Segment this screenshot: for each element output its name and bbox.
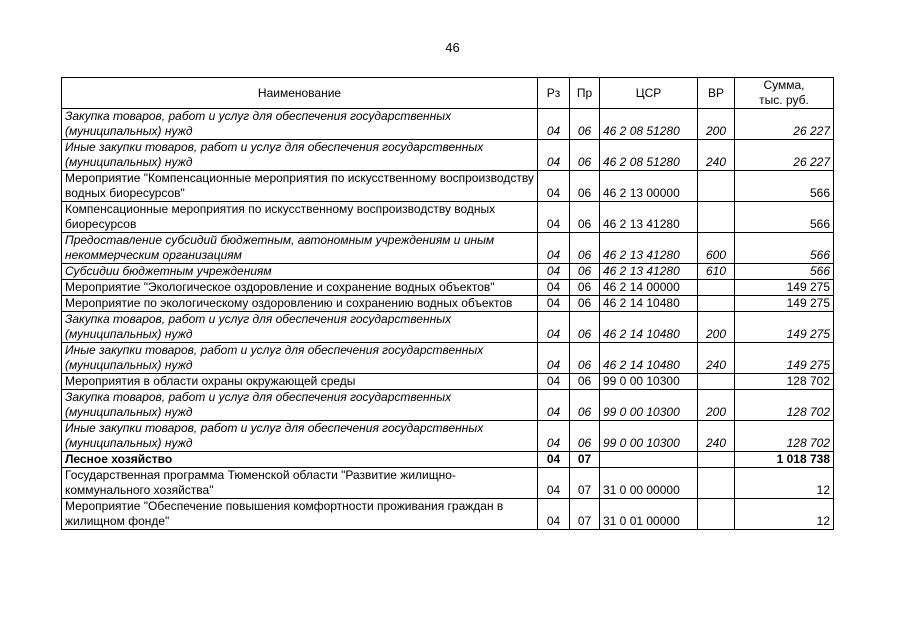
cell-name: Мероприятие по экологическому оздоровлению и сохранению водных объектов bbox=[62, 296, 538, 312]
cell-rz: 04 bbox=[538, 109, 570, 140]
cell-csr: 46 2 14 10480 bbox=[600, 312, 698, 343]
cell-csr: 99 0 00 10300 bbox=[600, 374, 698, 390]
cell-rz: 04 bbox=[538, 374, 570, 390]
cell-vr: 610 bbox=[698, 264, 735, 280]
cell-csr: 46 2 08 51280 bbox=[600, 109, 698, 140]
cell-csr: 46 2 14 00000 bbox=[600, 280, 698, 296]
header-csr: ЦСР bbox=[600, 78, 698, 109]
table-row bbox=[62, 171, 834, 202]
cell-vr bbox=[698, 171, 735, 202]
cell-csr: 46 2 13 41280 bbox=[600, 264, 698, 280]
cell-name: Мероприятие "Компенсационные мероприятия по искусственному воспроизводству водных биоресурсов" bbox=[62, 171, 538, 202]
cell-name: Закупка товаров, работ и услуг для обеспечения государственных (муниципальных) нужд bbox=[62, 312, 538, 343]
cell-pr: 06 bbox=[570, 264, 600, 280]
cell-sum: 12 bbox=[735, 499, 834, 530]
table-body bbox=[62, 109, 834, 530]
table-row bbox=[62, 140, 834, 171]
cell-name: Мероприятие "Обеспечение повышения комфортности проживания граждан в жилищном фонде" bbox=[62, 499, 538, 530]
cell-csr: 46 2 08 51280 bbox=[600, 140, 698, 171]
table-header bbox=[62, 78, 834, 109]
page-number: 46 bbox=[445, 40, 460, 55]
table-row bbox=[62, 499, 834, 530]
cell-vr bbox=[698, 452, 735, 468]
cell-sum: 566 bbox=[735, 233, 834, 264]
cell-pr: 06 bbox=[570, 390, 600, 421]
cell-rz: 04 bbox=[538, 280, 570, 296]
header-sum-line2: тыс. руб. bbox=[759, 93, 809, 107]
cell-name: Закупка товаров, работ и услуг для обеспечения государственных (муниципальных) нужд bbox=[62, 109, 538, 140]
cell-vr: 240 bbox=[698, 140, 735, 171]
cell-csr: 46 2 13 41280 bbox=[600, 233, 698, 264]
table-row bbox=[62, 280, 834, 296]
cell-pr: 06 bbox=[570, 171, 600, 202]
cell-csr: 46 2 13 41280 bbox=[600, 202, 698, 233]
cell-pr: 06 bbox=[570, 233, 600, 264]
cell-rz: 04 bbox=[538, 264, 570, 280]
cell-pr: 06 bbox=[570, 280, 600, 296]
table-row bbox=[62, 390, 834, 421]
table-row bbox=[62, 296, 834, 312]
header-sum-line1: Сумма, bbox=[763, 78, 805, 92]
cell-sum: 26 227 bbox=[735, 140, 834, 171]
table-row bbox=[62, 374, 834, 390]
cell-rz: 04 bbox=[538, 421, 570, 452]
cell-pr: 06 bbox=[570, 202, 600, 233]
cell-vr bbox=[698, 468, 735, 499]
table-row bbox=[62, 233, 834, 264]
cell-rz: 04 bbox=[538, 390, 570, 421]
cell-name: Иные закупки товаров, работ и услуг для обеспечения государственных (муниципальных) нужд bbox=[62, 140, 538, 171]
header-name: Наименование bbox=[62, 78, 538, 109]
cell-sum: 149 275 bbox=[735, 312, 834, 343]
cell-sum: 566 bbox=[735, 264, 834, 280]
table-row bbox=[62, 109, 834, 140]
cell-rz: 04 bbox=[538, 140, 570, 171]
table-row bbox=[62, 452, 834, 468]
cell-name: Компенсационные мероприятия по искусственному воспроизводству водных биоресурсов bbox=[62, 202, 538, 233]
cell-pr: 06 bbox=[570, 140, 600, 171]
cell-name: Закупка товаров, работ и услуг для обеспечения государственных (муниципальных) нужд bbox=[62, 390, 538, 421]
cell-rz: 04 bbox=[538, 202, 570, 233]
cell-name: Субсидии бюджетным учреждениям bbox=[62, 264, 538, 280]
cell-vr bbox=[698, 499, 735, 530]
cell-sum: 149 275 bbox=[735, 296, 834, 312]
cell-vr: 600 bbox=[698, 233, 735, 264]
cell-name: Мероприятия в области охраны окружающей среды bbox=[62, 374, 538, 390]
cell-pr: 06 bbox=[570, 343, 600, 374]
cell-rz: 04 bbox=[538, 233, 570, 264]
cell-sum: 26 227 bbox=[735, 109, 834, 140]
table-row bbox=[62, 343, 834, 374]
cell-sum: 128 702 bbox=[735, 374, 834, 390]
cell-vr: 240 bbox=[698, 343, 735, 374]
cell-name: Лесное хозяйство bbox=[62, 452, 538, 468]
cell-csr: 31 0 01 00000 bbox=[600, 499, 698, 530]
cell-rz: 04 bbox=[538, 296, 570, 312]
cell-sum: 566 bbox=[735, 202, 834, 233]
cell-name: Иные закупки товаров, работ и услуг для обеспечения государственных (муниципальных) нужд bbox=[62, 343, 538, 374]
cell-pr: 07 bbox=[570, 468, 600, 499]
cell-csr: 46 2 14 10480 bbox=[600, 296, 698, 312]
cell-name: Иные закупки товаров, работ и услуг для обеспечения государственных (муниципальных) нужд bbox=[62, 421, 538, 452]
header-sum bbox=[735, 78, 834, 109]
cell-pr: 07 bbox=[570, 452, 600, 468]
cell-name: Государственная программа Тюменской области "Развитие жилищно-коммунального хозяйства" bbox=[62, 468, 538, 499]
cell-vr bbox=[698, 202, 735, 233]
cell-pr: 06 bbox=[570, 109, 600, 140]
cell-csr: 46 2 13 00000 bbox=[600, 171, 698, 202]
cell-sum: 149 275 bbox=[735, 280, 834, 296]
cell-sum: 12 bbox=[735, 468, 834, 499]
cell-rz: 04 bbox=[538, 312, 570, 343]
cell-sum: 1 018 738 bbox=[735, 452, 834, 468]
cell-rz: 04 bbox=[538, 171, 570, 202]
cell-vr bbox=[698, 374, 735, 390]
cell-vr bbox=[698, 296, 735, 312]
cell-pr: 06 bbox=[570, 312, 600, 343]
cell-csr: 46 2 14 10480 bbox=[600, 343, 698, 374]
cell-pr: 06 bbox=[570, 421, 600, 452]
cell-csr bbox=[600, 452, 698, 468]
cell-name: Мероприятие "Экологическое оздоровление и сохранение водных объектов" bbox=[62, 280, 538, 296]
cell-rz: 04 bbox=[538, 343, 570, 374]
cell-pr: 07 bbox=[570, 499, 600, 530]
table-row bbox=[62, 421, 834, 452]
cell-vr: 200 bbox=[698, 312, 735, 343]
cell-sum: 128 702 bbox=[735, 390, 834, 421]
cell-vr: 240 bbox=[698, 421, 735, 452]
table-row bbox=[62, 312, 834, 343]
cell-sum: 149 275 bbox=[735, 343, 834, 374]
cell-sum: 128 702 bbox=[735, 421, 834, 452]
cell-vr bbox=[698, 280, 735, 296]
cell-name: Предоставление субсидий бюджетным, автономным учреждениям и иным некоммерческим организациям bbox=[62, 233, 538, 264]
cell-pr: 06 bbox=[570, 374, 600, 390]
cell-vr: 200 bbox=[698, 109, 735, 140]
table-row bbox=[62, 264, 834, 280]
cell-rz: 04 bbox=[538, 468, 570, 499]
cell-rz: 04 bbox=[538, 499, 570, 530]
cell-csr: 99 0 00 10300 bbox=[600, 390, 698, 421]
header-vr: ВР bbox=[698, 78, 735, 109]
table-row bbox=[62, 202, 834, 233]
cell-csr: 99 0 00 10300 bbox=[600, 421, 698, 452]
header-rz: Рз bbox=[538, 78, 570, 109]
cell-vr: 200 bbox=[698, 390, 735, 421]
cell-sum: 566 bbox=[735, 171, 834, 202]
cell-pr: 06 bbox=[570, 296, 600, 312]
table-row bbox=[62, 468, 834, 499]
budget-table bbox=[61, 77, 834, 530]
cell-rz: 04 bbox=[538, 452, 570, 468]
cell-csr: 31 0 00 00000 bbox=[600, 468, 698, 499]
header-pr: Пр bbox=[570, 78, 600, 109]
